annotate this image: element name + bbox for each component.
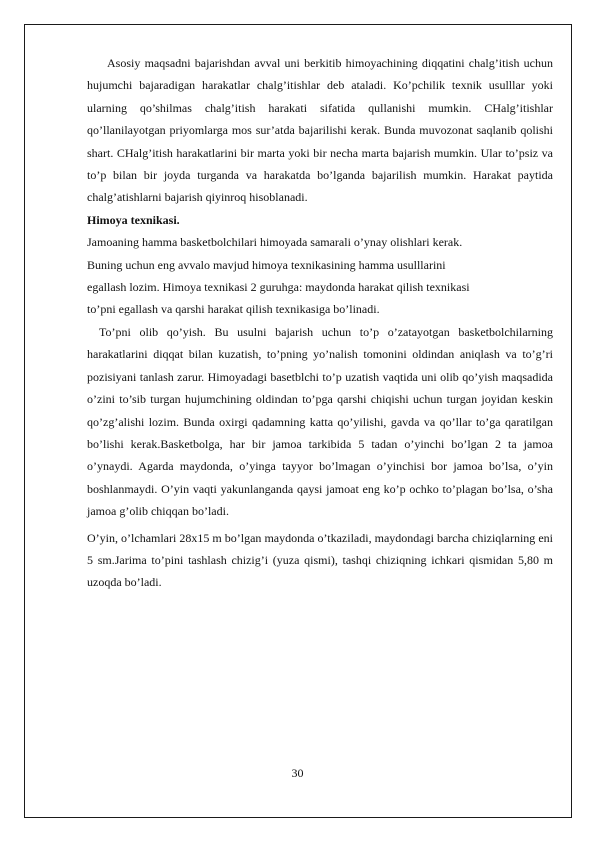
defense-line-1: Jamoaning hamma basketbolchilari himoyada samarali o’ynay olishlari kerak. xyxy=(87,235,463,250)
section-heading: Himoya texnikasi. xyxy=(87,212,180,227)
page-number: 30 xyxy=(291,766,304,780)
defense-line-4: to’pni egallash va qarshi harakat qilish texnikasiga bo’linadi. xyxy=(87,302,380,317)
paragraph-court: O’yin, o’lchamlari 28x15 m bo’lgan maydonda o’tkaziladi, maydondagi barcha chiziqlarning eni 5 sm.Jarima to’pini tashlash chizig’i (yuza qismi), tashqi chiziqning ichkari qismidan 5,80 m uzoqda bo’ladi. xyxy=(87,530,553,590)
paragraph-ball-taking: To’pni olib qo’yish. Bu usulni bajarish uchun to’p o’zatayotgan basketbolchilarning harakatlarini diqqat bilan kuzatish, to’pning yo’nalish tomonini oldindan aniqlash va to’g’ri pozisiyani tanlash zarur. Himoyadagi basetblchi to’p uzatish vaqtida uni olib qo’yish maqsadida o’zini to’sib turgan hujumchining oldindan to’pga qarshi chiqishi uchun turgan joyidan keskin qo’zg’alishi lozim. Bunda oxirgi qadamning katta qo’yilishi, gavda va qo’llar to’ga qaratilgan bo’lishi kerak.Basketbolga, har bir jamoa tarkibida 5 tadan o’yinchi bo’lgan 2 ta jamoa o’ynaydi. Agarda maydonda, o’yinga tayyor bo’lmagan o’yinchisi bor jamoa bo’lsa, o’yin boshlanmaydi. O’yin vaqti yakunlanganda qaysi jamoat eng ko’p ochko to’plagan bo’lsa, o’sha jamoa g’olib chiqqan bo’ladi. xyxy=(87,324,553,519)
paragraph-feints: Asosiy maqsadni bajarishdan avval uni berkitib himoyachining diqqatini chalg’itish uchun hujumchi bajaradigan harakatlar chalg’itishlar deb ataladi. Ko’pchilik texnik usulllar yoki ularning qo’shilmas chalg’itish harakati sifatida qullanishi mumkin. CHalg’itishlar qo’llanilayotgan priyomlarga mos sur’atda bajarilishi kerak. Bunda muvozonat saqlanib qolishi shart. CHalg’itish harakatlarini bir marta yoki bir necha marta bajarish mumkin. Ular to’psiz va to’p bilan bir joyda turganda va harakatda bo’lganda bajarilish mumkin. Harakat paytida chalg’atishlarni bajarish qiyinroq hisoblanadi. xyxy=(87,56,553,205)
defense-line-3: egallash lozim. Himoya texnikasi 2 guruhga: maydonda harakat qilish texnikasi xyxy=(87,280,470,295)
defense-line-2: Buning uchun eng avvalo mavjud himoya texnikasining hamma usulllarini xyxy=(87,257,446,272)
document-body xyxy=(87,52,553,594)
